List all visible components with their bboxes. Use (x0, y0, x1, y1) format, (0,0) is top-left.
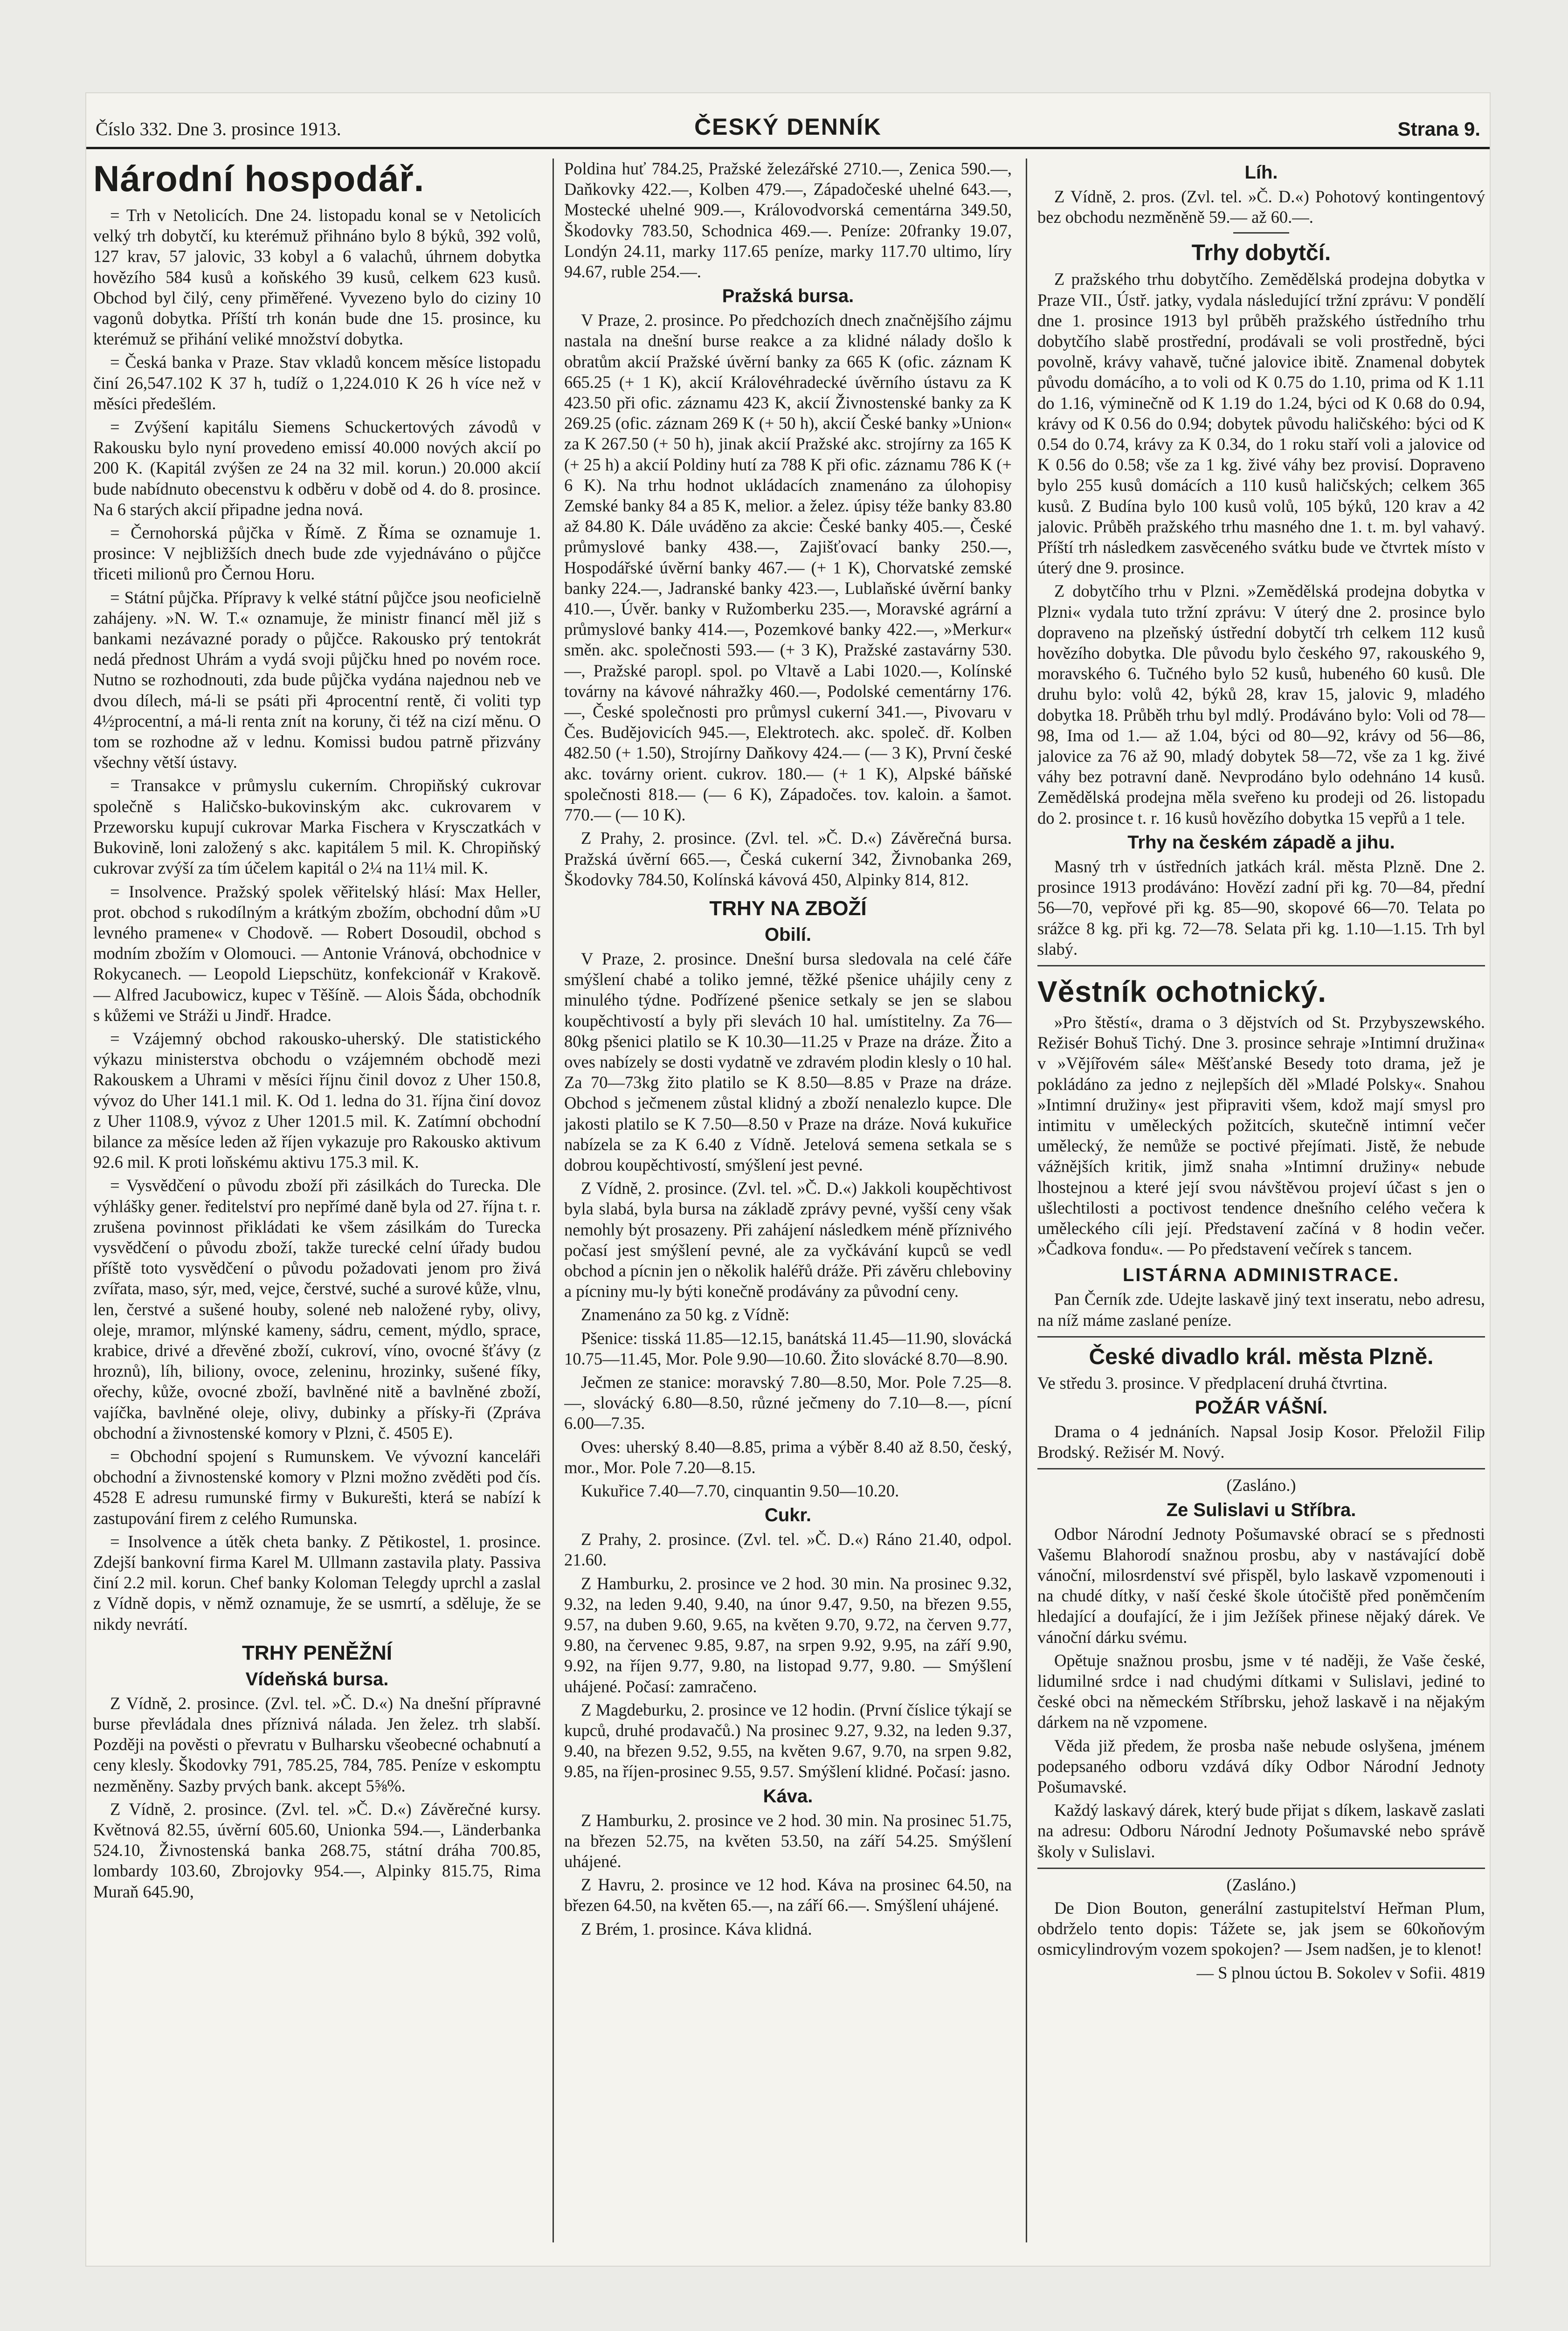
sent-label: (Zasláno.) (1226, 1476, 1296, 1495)
article: V Praze, 2. prosince. Po předchozích dnech značnějšího zájmu nastala na dnešní burse reakce a za klidné nálady došlo k obratům akcií Pražské úvěrní banky za 665 K (ofic. záznam K 665.25 (+ 1 K), akcií Královéhradecké úvěrního ústavu za K 423.50 při ofic. záznamu 423 K, akcií Živnostenské banky za K 269.25 (ofic. záznam 269 K (+ 50 h), akcií České banky »Union« za K 267.50 (+ 50 h), jinak akcií Pražské akc. strojírny za 165 K (+ 25 h) a akcií Poldiny hutí za 788 K při ofic. záznamu 786 K (+ 6 K). Na trhu hodnot ukládacích znamenáno za úlohopisy Zemské banky 84 a 85 K, melior. a želez. úpisy téže banky 83.80 až 84.80 K. Dále uváděno za akcie: České banky 405.—, České průmyslové banky 438.—, Zajišťovací banky 250.—, Hospodářské úvěrní banky 467.— (+ 1 K), Chorvatské zemské banky 224.—, Jadranské banky 423.—, Lublaňské úvěrní banky 410.—, Úvěr. banky v Ružomberku 235.—, Moravské agrární a průmyslové banky 414.—, Pozemkové banky 422.—, »Merkur« směn. akc. společnosti 593.— (+ 3 K), Pražské zastavárny 530.—, Pražské paropl. spol. po Vltavě a Labi 1020.—, Kolínské továrny na kávové náhražky 460.—, Podolské cementárny 176.—, České společnosti pro průmysl cukerní 341.—, Pivovaru v Čes. Budějovicích 945.—, Elektrotech. akc. společ. dř. Kolben 482.50 (+ 1.50), Strojírny Daňkovy 424.— (— 3 K), První české akc. továrny orient. cukrov. 180.— (+ 1 K), Alpské báňské společnosti 818.— (— 6 K), Západočes. tov. kaloin. a šamot. 770.— (— 10 K). (564, 310, 1012, 825)
article: Opětuje snažnou prosbu, jsme v té naději, že Vaše české, lidumilné srdce i nad chudými dítkami v Sulislavi, jediné to české obci na německém Stříbrsku, jehož laskavě i na nějakým dárkem na ně vzpomene. (1037, 1650, 1485, 1732)
article: Z Havru, 2. prosince ve 12 hod. Káva na prosinec 64.50, na březen 64.50, na květen 65.—, na září 66.—. Smýšlení uhájené. (564, 1875, 1012, 1915)
article: Věda již předem, že prosba naše nebude oslyšena, jménem podepsaného odboru vzdává díky Odbor Národní Jednoty Pošumavské. (1037, 1736, 1485, 1796)
article: Z Prahy, 2. prosince. (Zvl. tel. »Č. D.«) Závěrečná bursa. Pražská úvěrní 665.—, Česká cukerní 342, Živnobanka 269, Škodovky 784.50, Kolínská kávová 450, Alpinky 814, 812. (564, 828, 1012, 889)
article: Pšenice: tisská 11.85—12.15, banátská 11.45—11.90, slovácká 10.75—11.45, Mor. Pole 9.90—10.60. Žito slovácké 8.70—8.90. (564, 1328, 1012, 1368)
separator (1037, 1468, 1485, 1469)
article: Z Hamburku, 2. prosince ve 2 hod. 30 min. Na prosinec 9.32, 9.32, na leden 9.40, 9.40, na únor 9.47, 9.50, na březen 9.55, 9.57, na duben 9.60, 9.65, na květen 9.70, 9.72, na červen 9.77, 9.80, na červenec 9.85, 9.87, na srpen 9.92, 9.95, na září 9.90, 9.92, na říjen 9.77, 9.80, na listopad 9.77, 9.80. — Smýšlení uhájené. Počasí: zamračeno. (564, 1573, 1012, 1696)
signature: — S plnou úctou B. Sokolev v Sofii. (1196, 1963, 1447, 1982)
section-title-economy: Národní hospodář. (93, 159, 425, 199)
heading-administration-letters: LISTÁRNA ADMINISTRACE. (1122, 1265, 1400, 1286)
heading-sugar: Cukr. (764, 1505, 812, 1526)
article: Z Vídně, 2. prosince. (Zvl. tel. »Č. D.«) Jakkoli koupěchtivost byla slabá, byla bursa na základě zprávy pevné, vyšší ceny však nemohly být prosazeny. Při zahájení následkem méně příznivého počasí jest smýšlení pevné, ale za vyčkávání kupců se vedl obchod a pícnin jen o několik haléřů dráže. Při závěru chleboviny a pícniny mu-ly býti konečně prodávány za původní ceny. (564, 1179, 1012, 1301)
column-2 (564, 159, 1012, 2242)
article: Z Hamburku, 2. prosince ve 2 hod. 30 min. Na prosinec 51.75, na březen 52.75, na květen 53.50, na září 54.25. Smýšlení uhájené. (564, 1810, 1012, 1871)
article: Z Prahy, 2. prosince. (Zvl. tel. »Č. D.«) Ráno 21.40, odpol. 21.60. (564, 1530, 1012, 1570)
heading-grain: Obilí. (765, 924, 811, 945)
play-title: POŽÁR VÁŠNÍ. (1195, 1397, 1328, 1418)
article: = Insolvence a útěk cheta banky. Z Pětikostel, 1. prosince. Zdejší bankovní firma Karel M. Ullmann zastavila platy. Passiva činí 2.2 mil. korun. Chef banky Koloman Telegdy uprchl a zaslal z Vídně dopis, v němž oznamuje, že se usmrtí, a sděluje, že se nikdy nevrátí. (93, 1531, 541, 1634)
article: Ve středu 3. prosince. V předplacení druhá čtvrtina. (1037, 1373, 1388, 1393)
article: Oves: uherský 8.40—8.85, prima a výběr 8.40 až 8.50, český, mor., Mor. Pole 7.20—8.15. (564, 1437, 1012, 1477)
heading-spirits: Líh. (1244, 162, 1278, 183)
article: = Trh v Netolicích. Dne 24. listopadu konal se v Netolicích velký trh dobytčí, ku kterémuž přihnáno bylo 8 býků, 392 volů, 127 krav, 57 jalovic, 33 kobyl a 6 valachů, úhrnem dobytka hovězího 584 kusů a koňského 39 kusů, celkem 623 kusů. Obchod byl čilý, ceny přiměřené. Vyvezeno bylo do ciziny 10 vagonů dobytka. Příští trh konán bude dne 15. prosince, ku kterémuž se přihání veliké množství dobytka. (93, 206, 541, 349)
heading-amateur-theatre: Věstník ochotnický. (1037, 974, 1327, 1008)
heading-west-south-markets: Trhy na českém západě a jihu. (1127, 832, 1395, 853)
column-1 (93, 159, 541, 2242)
signature-line (1037, 1963, 1485, 1983)
heading-cattle-markets: Trhy dobytčí. (1191, 241, 1331, 266)
article: Masný trh v ústředních jatkách král. města Plzně. Dne 2. prosince 1913 prodáváno: Hovězí zadní při kg. 70—84, přední 56—70, vepřové při kg. 85—90, skopové 66—70. Telata po srážce 8 kg. při kg. 72—78. Selata při kg. 1.10—1.15. Trh byl slabý. (1037, 856, 1485, 959)
column-divider-2 (1026, 159, 1027, 2242)
article: = Vzájemný obchod rakousko-uherský. Dle statistického výkazu ministerstva obchodu o vzájemném obchodě mezi Rakouskem a Uhrami v měsíci říjnu činil dovoz z Uher 150.8, vývoz do Uher 141.1 mil. K. Od 1. ledna do 31. října činí dovoz z Uher 1108.9, vývoz z Uher 1201.5 mil. K. Zatímní obchodní bilance za měsíce leden až říjen vykazuje pro Rakousko aktivum 92.6 mil. K proti loňskému aktivu 175.3 mil. K. (93, 1028, 541, 1172)
heading-vienna-exchange: Vídeňská bursa. (245, 1669, 389, 1690)
article: Znamenáno za 50 kg. z Vídně: (581, 1305, 790, 1324)
article: V Praze, 2. prosince. Dnešní bursa sledovala na celé čáře smýšlení chabé a toliko jemné, těžké pšenice uhájily ceny z minulého týdne. Podřízené pšenice setkaly se jen se slabou koupěchtivostí a byly při slevách 10 hal. umístitelny. Za 76—80kg pšenici platilo se K 10.30—11.25 v Praze na dráze. Žito a oves nabízely se dosti vydatně ve zdravém plodin klesly o 10 hal. Za 70—73kg žito platilo se K 8.50—8.85 v Praze na dráze. Obchod s ječmenem zůstal klidný a zboží nenalezlo kupce. Dle jakosti platilo se K 7.50—8.50 v Praze na dráze. Nová kukuřice nabízela se za K 6.40 z Vídně. Jetelová semena setkala se s dobrou koupěchtivostí, smýšlení jest pevné. (564, 949, 1012, 1174)
article: Drama o 4 jednáních. Napsal Josip Kosor. Přeložil Filip Brodský. Režisér M. Nový. (1037, 1421, 1485, 1462)
heading-royal-theatre-plzen: České divadlo král. města Plzně. (1089, 1344, 1434, 1369)
heading-sulislav: Ze Sulislavi u Stříbra. (1166, 1499, 1356, 1520)
article: Pan Černík zde. Udejte laskavě jiný text inseratu, nebo adresu, na níž máme zaslané peníze. (1037, 1290, 1485, 1330)
column-3 (1037, 159, 1485, 2242)
article: Každý laskavý dárek, který bude přijat s díkem, laskavě zaslati na adresu: Odboru Národní Jednoty Pošumavské nebo správě školy v Sulislavi. (1037, 1800, 1485, 1861)
article: Z dobytčího trhu v Plzni. »Zemědělská prodejna dobytka v Plzni« vydala tuto tržní zprávu: V úterý dne 2. prosince bylo dopraveno na plzeňský ústřední dobytčí trh celkem 112 kusů hovězího dobytka. Dle původu bylo českého 97, rakouského 9, moravského 6. Tučného bylo 52 kusů, hubeného 60 kusů. Dle druhu bylo: volů 42, býků 28, krav 15, jalovic 9, mladého dobytka 18. Průběh trhu byl mdlý. Prodáváno bylo: Voli od 78—98, Ima od 1.— až 1.04, býci od 80—92, krávy od 56—86, jalovice za 76 až 90, mladý dobytek 58—72, vše za 1 kg. živé váhy bez potravní daně. Nevprodáno bylo odehnáno 14 kusů. Zemědělská prodejna měla sveřeno ku prodeji od 26. listopadu do 2. prosince t. r. 16 kusů hovězího dobytka 15 vepřů a 1 tele. (1037, 581, 1485, 828)
separator (1037, 1868, 1485, 1869)
article: Ječmen ze stanice: moravský 7.80—8.50, Mor. Pole 7.25—8.—, slovácký 6.80—8.50, různé ječmeny do 7.10—8.—, pícní 6.00—7.35. (564, 1372, 1012, 1433)
heading-money-markets: TRHY PENĚŽNÍ (242, 1641, 392, 1664)
sent-label: (Zasláno.) (1226, 1875, 1296, 1894)
ad-number: 4819 (1451, 1963, 1485, 1982)
article: = Obchodní spojení s Rumunskem. Ve vývozní kanceláři obchodní a živnostenské komory v Plzni možno zvěděti pod čís. 4528 E adresu rumunské firmy v Bukurešti, která se nabízí k zastupování firem z celého Rumunska. (93, 1446, 541, 1528)
article: = Černohorská půjčka v Římě. Z Říma se oznamuje 1. prosince: V nejbližších dnech bude zde vyjednáváno o půjčce třiceti milionů pro Černou Horu. (93, 523, 541, 584)
masthead (86, 105, 1490, 149)
newspaper-title: ČESKÝ DENNÍK (694, 114, 882, 140)
article: Odbor Národní Jednoty Pošumavské obrací se s přednosti Vašemu Blahorodí snažnou prosbu, aby v nastávající době vánoční, milosrdenství své přispěl, bylo laskavě vzpomenouti i na chudé dítky, v naší české škole útočiště před poněmčením hledající a doufající, že i jim Ježíšek přinese nějaký dárek. Ve vánoční dárku svému. (1037, 1524, 1485, 1647)
article: Z Brém, 1. prosince. Káva klidná. (581, 1919, 812, 1938)
article: = Transakce v průmyslu cukerním. Chropiňský cukrovar společně s Haličsko-bukovinským akc. cukrovarem v Przeworsku kupují cukrovar Marka Fischera v Krysczatkách v Bukovině, loni založený s akc. kapitálem 5 mil. K. Chropiňský cukrovar zvýší za tím účelem kapitál o 2¼ na 11¼ mil. K. (93, 776, 541, 878)
article: Z Vídně, 2. pros. (Zvl. tel. »Č. D.«) Pohotový kontingentový bez obchodu nezměněně 59.— až 60.—. (1037, 187, 1485, 227)
heading-prague-exchange: Pražská bursa. (722, 286, 854, 307)
newspaper-page (86, 93, 1490, 2266)
article: Z Vídně, 2. prosince. (Zvl. tel. »Č. D.«) Závěrečné kursy. Květnová 82.55, úvěrní 605.60, Unionka 594.—, Länderbanka 524.10, Živnostenská banka 268.75, státní dráha 700.85, lombardy 103.60, Zbrojovky 954.—, Alpinky 815.75, Rima Muraň 645.90, (93, 1799, 541, 1901)
page-number: Strana 9. (1397, 118, 1480, 140)
article: = Zvýšení kapitálu Siemens Schuckertových závodů v Rakousku bylo nyní provedeno emissí 40.000 nových akcií po 200 K. (Kapitál zvýšen ze 24 na 32 mil. korun.) 20.000 akcií bude nabídnuto obecenstvu k odběru v době od 4. do 8. prosince. Na 6 starých akcií připadne jedna nová. (93, 417, 541, 519)
article: = Insolvence. Pražský spolek věřitelský hlásí: Max Heller, prot. obchod s rukodílným a krátkým zbožím, obchodní dům »U levného pramene« v Chodově. — Robert Dosoudil, obchod s modním zbožím v Olomouci. — Antonie Vránová, obchodnice v Rokycanech. — Leopold Liepschütz, konfekcionář v Krakově. — Alfred Jacubowicz, kupec v Těšíně. — Alois Šáda, obchodník s kůžemi ve Stráži u Jindř. Hradce. (93, 882, 541, 1025)
article: = Vysvědčení o původu zboží při zásilkách do Turecka. Dle výhlášky gener. ředitelství pro nepřímé daně byla od 27. října t. r. zrušena povinnost přikládati ke všem zásilkám do Turecka vysvědčení o původu zboží, takže turecké celní úřady budou příště toto vysvědčení o původu požadovati jenom pro živá zvířata, maso, sýr, med, vejce, čerstvé, suché a surové kůže, vlnu, len, čerstvé a sušené houby, solené neb naložené ryby, olivy, oleje, mramor, mlýnské kameny, sádru, cement, mýdlo, sprace, krabice, drivé a dřevěné zboží, cukroví, víno, ovocné šťávy (z hroznů), líh, biliony, ovoce, zeleninu, hrozinky, sušené fíky, ořechy, kůže, ovocné zboží, bavlněné nitě a bavlněné zboží, vajíčka, bavlněné oleje, olivy, dubinky a přísky-ři (Zpráva obchodní a živnostenské komory v Plzni, č. 4505 E). (93, 1176, 541, 1442)
heading-coffee: Káva. (763, 1786, 813, 1807)
article: De Dion Bouton, generální zastupitelství Heřman Plum, obdrželo tento dopis: Tážete se, jak jsem se 60koňovým osmicylindrovým vozem spokojen? — Jsem nadšen, je to klenot! (1037, 1898, 1485, 1959)
separator (1037, 1336, 1485, 1338)
separator (1037, 965, 1485, 966)
article: Z pražského trhu dobytčího. Zemědělská prodejna dobytka v Praze VII., Ústř. jatky, vydala následující tržní zprávu: V pondělí dne 1. prosince 1913 byl průběh pražského ústředního trhu dobytčího slabě prostřední, prodávali se voli prostředně, býci povolně, krávy vahavě, tučné jalovice ibitě. Znamenal dobytek původu domácího, a to voli od K 0.75 do 1.10, prima od K 1.11 do 1.16, výminečně od K 1.19 do 1.24, býci od K 0.68 do 0.94, krávy od K 0.56 do 0.94; dobytek původu haličského: býci od K 0.54 do 0.74, krávy za K 0.34, do 1 roku staří voli a jalovice od K 0.56 do 0.58; vše za 1 kg. živé váhy bez provisí. Dopraveno bylo 255 kusů domácích a 110 kusů haličských; celkem 365 kusů. Z Budína bylo 100 kusů volů, 105 býků, 120 krav a 42 jalovic. Průběh pražského trhu masného dne 1. t. m. byl vahavý. Příští trh následkem zasvěceného svátku bude ve čtvrtek místo v úterý dne 9. prosince. (1037, 269, 1485, 578)
issue-date: Číslo 332. Dne 3. prosince 1913. (96, 118, 341, 139)
column-divider-1 (553, 159, 554, 2242)
separator (1233, 232, 1289, 234)
article-continued: Poldina huť 784.25, Pražské železářské 2710.—, Zenica 590.—, Daňkovky 422.—, Kolben 479.—, Západočeské uhelné 643.—, Mostecké uhelné 909.—, Královodvorská cementárna 349.50, Škodovky 783.50, Schodnica 469.—. Peníze: 20franky 19.07, Londýn 24.11, marky 117.65 peníze, marky 117.70 ultimo, líry 94.67, ruble 254.—. (564, 159, 1012, 282)
article: = Státní půjčka. Přípravy k velké státní půjčce jsou neoficielně zahájeny. »N. W. T.« oznamuje, že ministr financí měl již s bankami nezávazné porady o půjčce. Rakousko prý tentokrát nedá přednost Uhrám a vydá svoji půjčku hned po novém roce. Nutno se rozhodnouti, zda bude půjčka vydána najednou neb ve dvou dílech, má-li se psáti při 4procentní rentě, či voliti typ 4½procentní, a má-li renta znít na koruny, či též na cizí měnu. O tom se rozhodne až v lednu. Komissi budou patrně přizvány všechny větší ústavy. (93, 587, 541, 772)
article: Z Vídně, 2. prosince. (Zvl. tel. »Č. D.«) Na dnešní přípravné burse převládala dnes příznivá nálada. Jen želez. trh slabší. Později na pověsti o převratu v Bulharsku všeobecné ochabnutí a ceny klesly. Škodovky 791, 785.25, 784, 785. Peníze v eskomptu nezměněny. Sazby prvých bank. akcept 5⅝%. (93, 1693, 541, 1795)
article: »Pro štěstí«, drama o 3 dějstvích od St. Przybyszewského. Režisér Bohuš Tichý. Dne 3. prosince sehraje »Intimní družina« v »Vějířovém sále« Měšťanské Besedy toto drama, jež je pokládáno za jedno z nejlepších děl »Mladé Polsky«. Snahou »Intimní družiny« jest připraviti všem, kdož mají smysl pro intimitu v uměleckých požitcích, skutečně intimní večer umělecký, že nemůže se poctivé přejímati. Jistě, že nebude vážnějších kritik, jimž snaha »Intimní družiny« nebude lhostejnou a které její svou návštěvou projeví účast s jen o ušlechtilosti a poctivost tendence dnešního celého večera k uměleckého cíli její. Představení začíná v 8 hodin večer. »Čadkova fondu«. — Po představení večírek s tancem. (1037, 1012, 1485, 1259)
heading-goods-markets: TRHY NA ZBOŽÍ (709, 897, 867, 920)
article: Kukuřice 7.40—7.70, cinquantin 9.50—10.20. (581, 1481, 899, 1500)
article: Z Magdeburku, 2. prosince ve 12 hodin. (První číslice týkají se kupců, druhé prodavačů.) Na prosinec 9.27, 9.32, na leden 9.37, 9.40, na březen 9.52, 9.55, na květen 9.67, 9.70, na srpen 9.82, 9.85, na říjen-prosinec 9.55, 9.57. Smýšlení klidné. Počasí: jasno. (564, 1700, 1012, 1781)
article: = Česká banka v Praze. Stav vkladů koncem měsíce listopadu činí 26,547.102 K 37 h, tudíž o 1,224.010 K 26 h více než v měsíci předešlém. (93, 352, 541, 413)
